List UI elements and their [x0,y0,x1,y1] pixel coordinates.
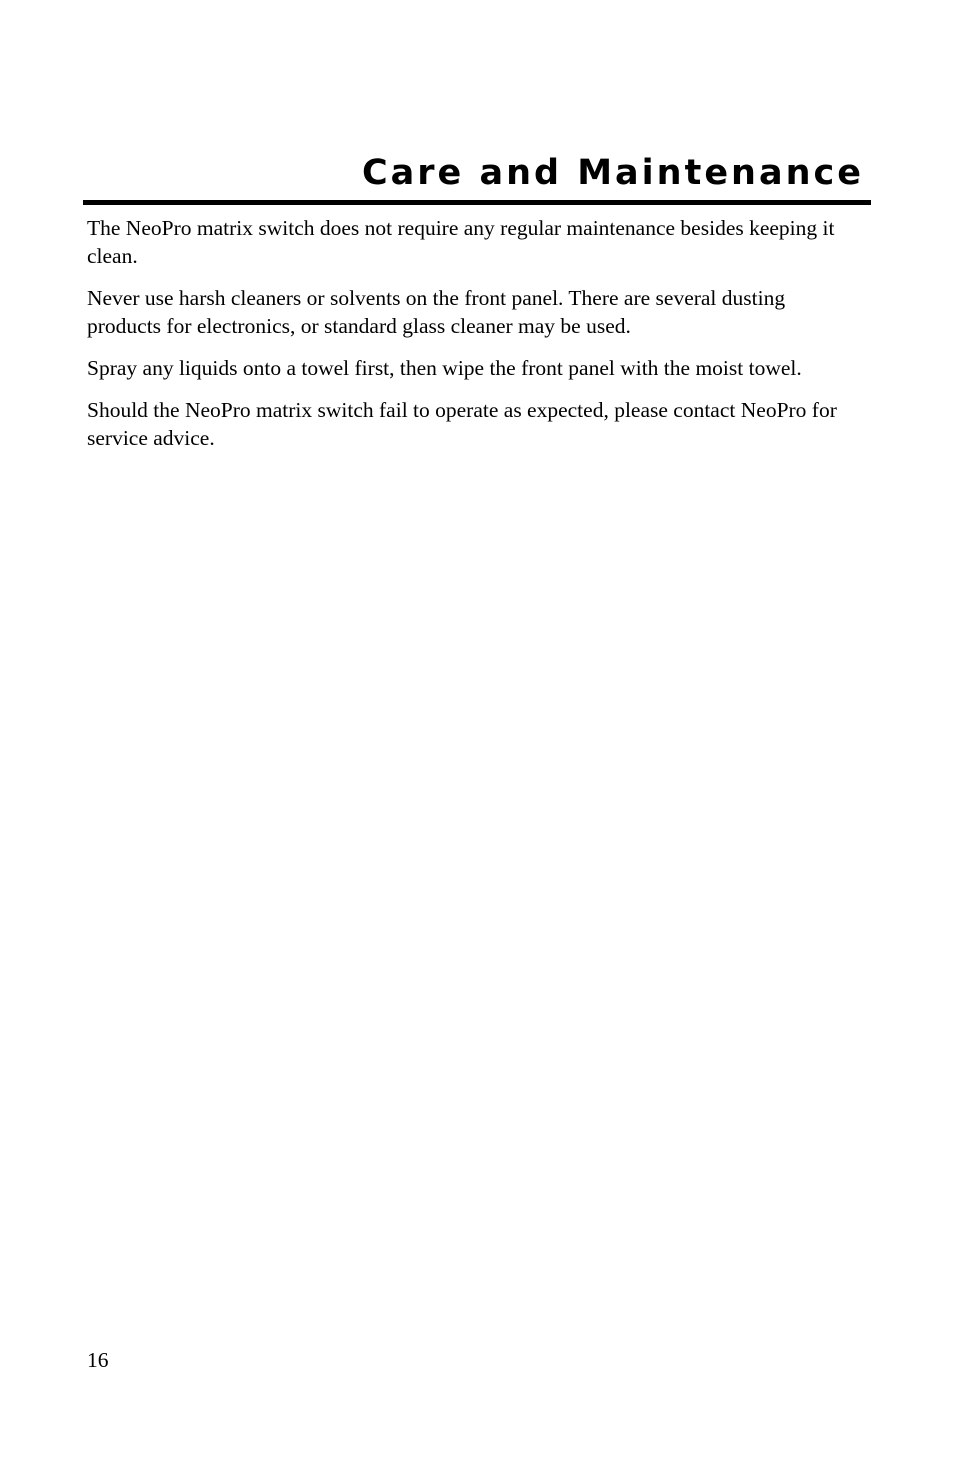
page-title: Care and Maintenance [361,153,864,193]
body-text [87,214,847,466]
paragraph-service: Should the NeoPro matrix switch fail to operate as expected, please contact NeoPro for service advice. [87,398,837,450]
paragraph-spray: Spray any liquids onto a towel first, then wipe the front panel with the moist towel. [87,356,802,380]
paragraph-maintenance: The NeoPro matrix switch does not require any regular maintenance besides keeping it clean. [87,216,835,268]
paragraph-cleaners: Never use harsh cleaners or solvents on the front panel. There are several dusting products for electronics, or standard glass cleaner may be used. [87,286,786,338]
page-number: 16 [87,1348,109,1372]
title-rule [83,200,871,205]
